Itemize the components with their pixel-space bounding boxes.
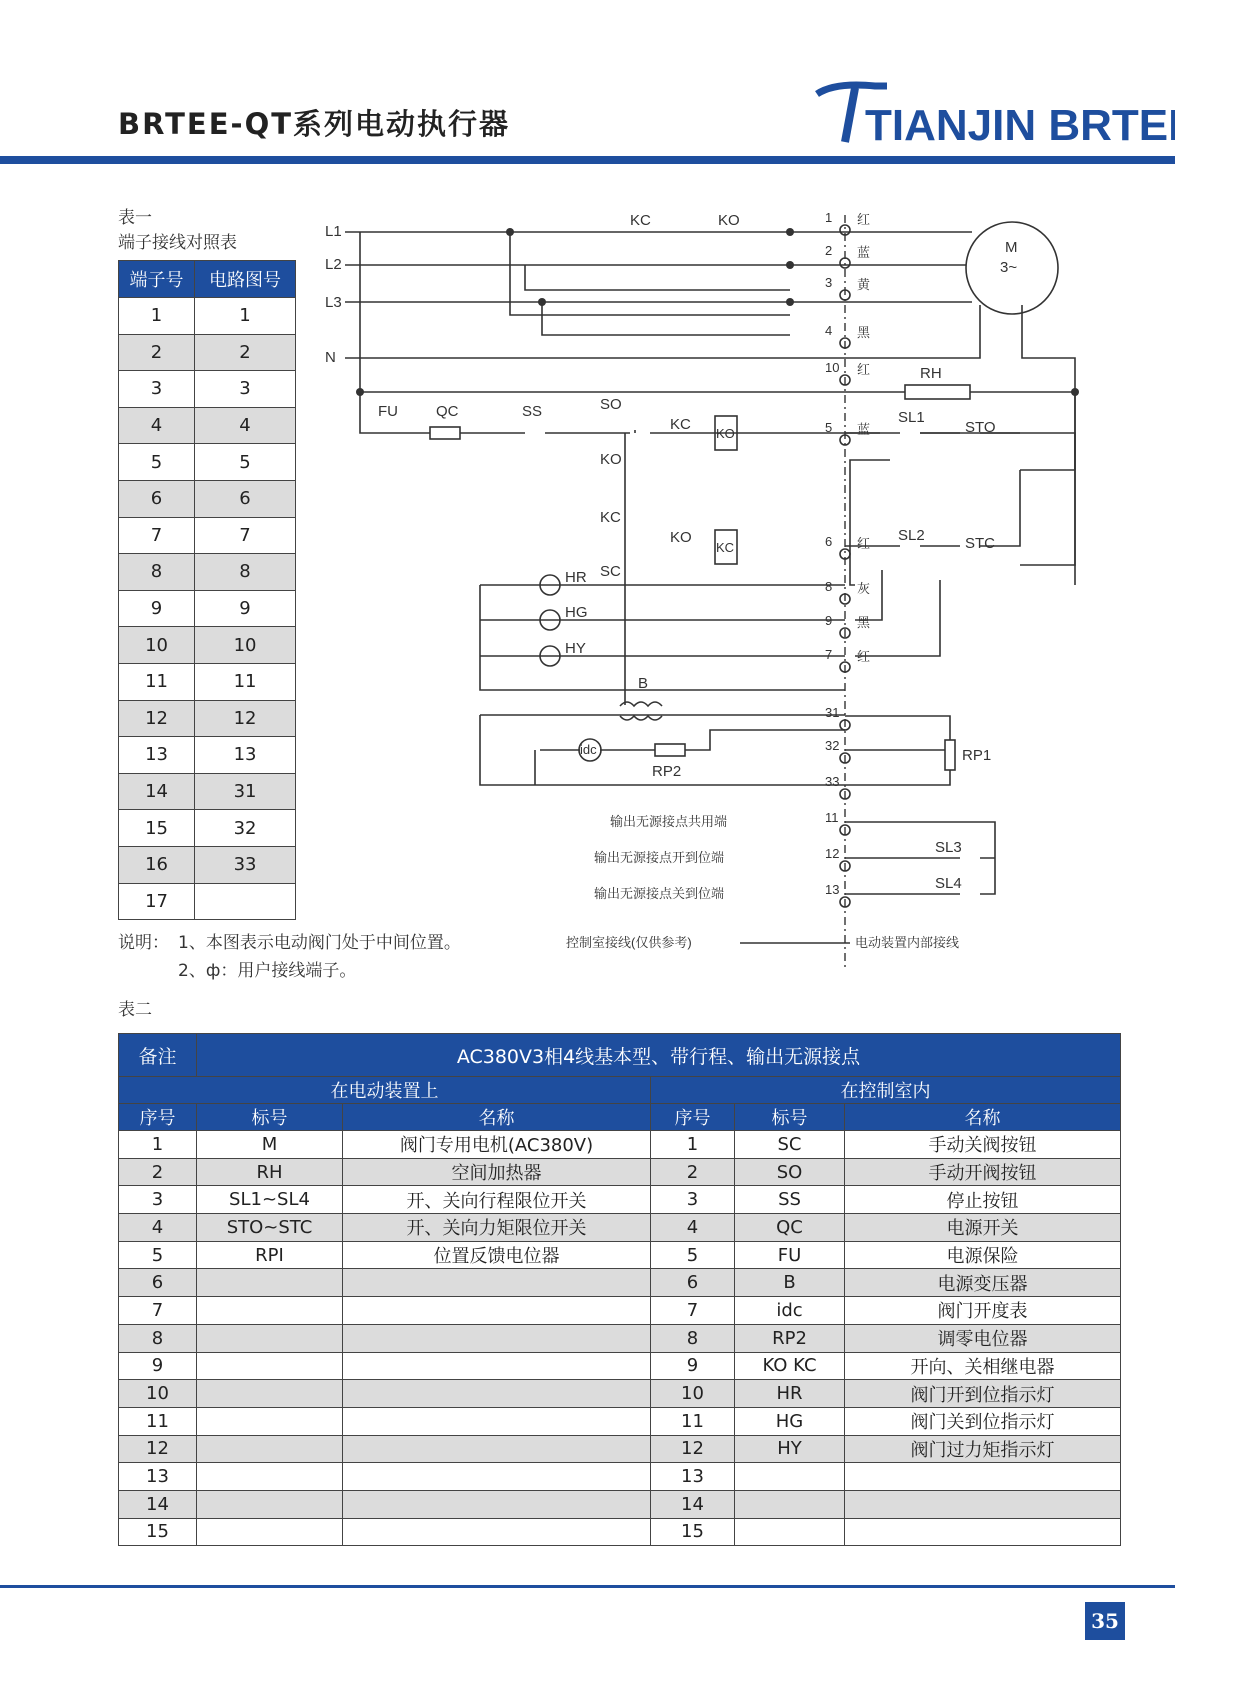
table-cell (735, 1518, 845, 1546)
table-cell: 阀门关到位指示灯 (845, 1407, 1121, 1435)
circuit-number: 3 (195, 371, 296, 408)
terminal-number: 17 (119, 883, 195, 920)
table-cell: 电源变压器 (845, 1269, 1121, 1297)
circuit-number: 31 (195, 773, 296, 810)
header-rule (0, 156, 1175, 164)
terminal-number: 9 (825, 613, 833, 628)
table-cell: B (735, 1269, 845, 1297)
ko-main-label: KO (718, 212, 740, 229)
table-cell (197, 1352, 343, 1380)
terminal-number: 9 (119, 590, 195, 627)
table-cell: SL1~SL4 (197, 1186, 343, 1214)
table-cell: 14 (651, 1490, 735, 1518)
fuse-fu (430, 427, 460, 439)
terminal-number: 8 (825, 579, 833, 594)
circuit-number: 13 (195, 737, 296, 774)
hy-label: HY (565, 640, 586, 657)
line-l3: L3 (325, 294, 342, 311)
table-cell (845, 1463, 1121, 1491)
table-row (119, 1324, 1121, 1352)
hg-label: HG (565, 604, 588, 621)
table1-subcaption: 端子接线对照表 (118, 233, 237, 253)
col-header: 标号 (735, 1104, 845, 1131)
table-cell: 6 (119, 1269, 197, 1297)
table-cell: 开、关向力矩限位开关 (343, 1214, 651, 1242)
table-row (119, 1214, 1121, 1242)
terminal-number: 5 (119, 444, 195, 481)
terminal-number: 8 (119, 554, 195, 591)
terminal-number: 6 (119, 480, 195, 517)
hr-label: HR (565, 569, 587, 586)
table-cell: 12 (651, 1435, 735, 1463)
terminal-number: 10 (825, 360, 840, 375)
terminal-labels (825, 210, 871, 907)
table-cell: M (197, 1131, 343, 1159)
legend-right: 电动装置内部接线 (855, 935, 960, 950)
motor-label: M (1005, 239, 1018, 256)
table-cell: 阀门过力矩指示灯 (845, 1435, 1121, 1463)
terminal-number: 3 (825, 275, 833, 290)
circuit-number: 1 (195, 298, 296, 335)
table-row (119, 1131, 1121, 1159)
table-cell: 6 (651, 1269, 735, 1297)
col-header: 序号 (119, 1104, 197, 1131)
table-cell (735, 1463, 845, 1491)
table-cell: 7 (651, 1297, 735, 1325)
table-cell (197, 1490, 343, 1518)
line-l1: L1 (325, 223, 342, 240)
sl4-label: SL4 (935, 875, 962, 892)
circuit-number: 6 (195, 480, 296, 517)
logo-mark (815, 76, 1175, 152)
table-cell: RPI (197, 1241, 343, 1269)
table-cell: 阀门专用电机(AC380V) (343, 1131, 651, 1159)
circuit-number: 9 (195, 590, 296, 627)
wire-color-label: 红 (857, 536, 871, 551)
wire-color-label: 黄 (857, 277, 871, 292)
table-row (119, 846, 296, 883)
table-cell (343, 1324, 651, 1352)
table-cell: 13 (119, 1463, 197, 1491)
table-cell: 阀门开到位指示灯 (845, 1380, 1121, 1408)
terminal-number: 7 (825, 647, 833, 662)
wire-color-label: 灰 (857, 581, 871, 596)
table-cell: STO~STC (197, 1214, 343, 1242)
brand-logo (815, 76, 1175, 152)
table-cell: 12 (119, 1435, 197, 1463)
footer-rule (0, 1585, 1175, 1588)
heater-rh (905, 385, 970, 399)
group-device: 在电动装置上 (119, 1077, 651, 1104)
table-cell: 15 (651, 1518, 735, 1546)
output-close: 输出无源接点关到位端 (594, 886, 725, 901)
terminal-number: 4 (825, 323, 833, 338)
table-cell: 13 (651, 1463, 735, 1491)
circuit-number: 12 (195, 700, 296, 737)
terminal-number: 10 (119, 627, 195, 664)
table1-caption: 表一 (118, 208, 152, 228)
table-cell: 9 (651, 1352, 735, 1380)
col-header: 标号 (197, 1104, 343, 1131)
table-row (119, 773, 296, 810)
circuit-number: 8 (195, 554, 296, 591)
table-row (119, 700, 296, 737)
circuit-number: 33 (195, 846, 296, 883)
table-row (119, 444, 296, 481)
table-cell: 5 (119, 1241, 197, 1269)
terminal-number: 11 (825, 810, 839, 825)
table-cell: 7 (119, 1297, 197, 1325)
table-cell (343, 1407, 651, 1435)
table-cell (343, 1435, 651, 1463)
circuit-number: 2 (195, 334, 296, 371)
supply-wires (345, 232, 845, 358)
table2-caption: 表二 (118, 1000, 152, 1020)
table-row (119, 1186, 1121, 1214)
table-row (119, 298, 296, 335)
table-cell: SC (735, 1131, 845, 1159)
remark-label: 备注 (119, 1034, 197, 1077)
terminal-number: 5 (825, 420, 833, 435)
table-cell (845, 1518, 1121, 1546)
ss-label: SS (522, 403, 543, 420)
fu-label: FU (378, 403, 398, 420)
table-cell (343, 1463, 651, 1491)
table-cell: 1 (119, 1131, 197, 1159)
table-cell: 停止按钮 (845, 1186, 1121, 1214)
wiring-diagram (300, 210, 1200, 990)
table-row (119, 1297, 1121, 1325)
terminal-number: 4 (119, 407, 195, 444)
terminal-number: 3 (119, 371, 195, 408)
table-cell (343, 1297, 651, 1325)
table-cell: SS (735, 1186, 845, 1214)
table-cell: SO (735, 1158, 845, 1186)
ko-interlock-label: KO (670, 529, 692, 546)
table-cell: HY (735, 1435, 845, 1463)
terminal-number: 12 (119, 700, 195, 737)
rp2-label: RP2 (652, 763, 682, 780)
kc-main-label: KC (630, 212, 651, 229)
table-cell: 阀门开度表 (845, 1297, 1121, 1325)
terminal-number: 11 (119, 663, 195, 700)
terminal-number: 14 (119, 773, 195, 810)
table-cell: 4 (119, 1214, 197, 1242)
page-number: 35 (1085, 1602, 1125, 1640)
wire-color-label: 红 (857, 649, 871, 664)
terminal-number: 2 (825, 243, 833, 258)
table-row (119, 627, 296, 664)
table-row (119, 663, 296, 700)
wire-color-label: 红 (857, 362, 871, 377)
relay-ko-label: KO (716, 426, 735, 441)
table-cell: idc (735, 1297, 845, 1325)
output-wiring (845, 822, 995, 894)
so-label: SO (600, 396, 622, 413)
pot-rp1 (945, 740, 955, 770)
table-row (119, 1435, 1121, 1463)
table-row (119, 517, 296, 554)
table-cell: 10 (651, 1380, 735, 1408)
table-cell: 11 (119, 1407, 197, 1435)
table-cell: 5 (651, 1241, 735, 1269)
table-cell (197, 1297, 343, 1325)
table-cell (197, 1269, 343, 1297)
qc-label: QC (436, 403, 459, 420)
table-cell: 开向、关相继电器 (845, 1352, 1121, 1380)
notes-label: 说明： (118, 933, 169, 953)
table-row (119, 1380, 1121, 1408)
table-cell: 9 (119, 1352, 197, 1380)
col-header: 名称 (845, 1104, 1121, 1131)
remark-value: AC380V3相4线基本型、带行程、输出无源接点 (197, 1034, 1121, 1077)
terminal-number: 2 (119, 334, 195, 371)
table-cell: FU (735, 1241, 845, 1269)
note-2: 2、ф：用户接线端子。 (178, 961, 357, 981)
sto-label: STO (965, 419, 996, 436)
table-cell: 电源开关 (845, 1214, 1121, 1242)
circuit-number: 4 (195, 407, 296, 444)
ko-hold-label: KO (600, 451, 622, 468)
col-header: 名称 (343, 1104, 651, 1131)
pot-rp2 (655, 744, 685, 756)
table-row (119, 1352, 1121, 1380)
col-header: 序号 (651, 1104, 735, 1131)
circuit-number: 7 (195, 517, 296, 554)
table-cell: RH (197, 1158, 343, 1186)
terminal-number: 16 (119, 846, 195, 883)
wire-color-label: 蓝 (857, 422, 871, 437)
table-row (119, 810, 296, 847)
table-row (119, 1407, 1121, 1435)
table-row (119, 1241, 1121, 1269)
kc-aux-label: KC (670, 416, 691, 433)
kc-hold-label: KC (600, 509, 621, 526)
component-table (118, 1033, 1121, 1546)
table-cell: 3 (119, 1186, 197, 1214)
table-cell: KO KC (735, 1352, 845, 1380)
sl2-label: SL2 (898, 527, 925, 544)
table-cell (343, 1352, 651, 1380)
terminal-number: 1 (119, 298, 195, 335)
contactor-wiring (510, 232, 790, 335)
rp1-wiring (845, 716, 950, 785)
output-open: 输出无源接点开到位端 (594, 850, 725, 865)
table-cell: 15 (119, 1518, 197, 1546)
circuit-number: 32 (195, 810, 296, 847)
circuit-number: 10 (195, 627, 296, 664)
table-cell: 手动关阀按钮 (845, 1131, 1121, 1159)
group-control-room: 在控制室内 (651, 1077, 1121, 1104)
circuit-number: 11 (195, 663, 296, 700)
sl3-label: SL3 (935, 839, 962, 856)
circuit-number: 5 (195, 444, 296, 481)
table-cell: 位置反馈电位器 (343, 1241, 651, 1269)
table-cell (343, 1518, 651, 1546)
table-cell: 2 (119, 1158, 197, 1186)
table-cell: 14 (119, 1490, 197, 1518)
wire-color-label: 蓝 (857, 245, 871, 260)
table-cell (197, 1518, 343, 1546)
table-cell: 8 (651, 1324, 735, 1352)
table-cell: 3 (651, 1186, 735, 1214)
table-cell (197, 1435, 343, 1463)
terminal-number: 12 (825, 846, 840, 861)
table-cell (735, 1490, 845, 1518)
table-row (119, 371, 296, 408)
relay-kc-label: KC (716, 540, 735, 555)
terminal-number: 7 (119, 517, 195, 554)
transformer-b (620, 702, 662, 720)
table-cell (197, 1463, 343, 1491)
table-cell (197, 1407, 343, 1435)
table-cell: HG (735, 1407, 845, 1435)
table-cell: 11 (651, 1407, 735, 1435)
table-row (119, 1518, 1121, 1546)
terminal-number: 1 (825, 210, 833, 225)
idc-label: idc (580, 742, 597, 757)
table-cell: 调零电位器 (845, 1324, 1121, 1352)
terminal-number: 6 (825, 534, 833, 549)
table-cell: 电源保险 (845, 1241, 1121, 1269)
table-cell: 4 (651, 1214, 735, 1242)
terminal-number: 13 (119, 737, 195, 774)
terminal-number: 32 (825, 738, 840, 753)
table-cell (197, 1380, 343, 1408)
transformer-label: B (638, 675, 649, 692)
wire-color-label: 黑 (857, 615, 871, 630)
output-common: 输出无源接点共用端 (610, 814, 728, 829)
logo-text: TIANJIN BRTEE (865, 101, 1175, 150)
terminal-table (118, 260, 296, 920)
line-n: N (325, 349, 336, 366)
heater-label: RH (920, 365, 942, 382)
table-row (119, 1158, 1121, 1186)
table-row (119, 590, 296, 627)
table-cell: 手动开阀按钮 (845, 1158, 1121, 1186)
table-cell: RP2 (735, 1324, 845, 1352)
terminal-number: 15 (119, 810, 195, 847)
table-row (119, 407, 296, 444)
terminal-number: 31 (825, 705, 840, 720)
limit-switch-wiring (845, 433, 1020, 546)
table-cell (197, 1324, 343, 1352)
table-cell: 空间加热器 (343, 1158, 651, 1186)
table-cell (343, 1380, 651, 1408)
rp1-label: RP1 (962, 747, 992, 764)
table-cell: 2 (651, 1158, 735, 1186)
table1-header: 端子号 (119, 261, 195, 298)
table-cell: 1 (651, 1131, 735, 1159)
wire-color-label: 红 (857, 212, 871, 227)
table-row (119, 334, 296, 371)
legend-left: 控制室接线(仅供参考) (566, 935, 692, 950)
stc-label: STC (965, 535, 995, 552)
table1-header: 电路图号 (195, 261, 296, 298)
table-row (119, 737, 296, 774)
table-cell: 10 (119, 1380, 197, 1408)
circuit-number (195, 883, 296, 920)
sl1-label: SL1 (898, 409, 925, 426)
table-cell: 开、关向行程限位开关 (343, 1186, 651, 1214)
table-row (119, 883, 296, 920)
table-row (119, 554, 296, 591)
terminal-number: 33 (825, 774, 840, 789)
page-title: BRTEE-QT系列电动执行器 (118, 107, 511, 141)
table-cell (343, 1490, 651, 1518)
note-1: 1、本图表示电动阀门处于中间位置。 (178, 933, 461, 953)
table-row (119, 480, 296, 517)
table-cell: 8 (119, 1324, 197, 1352)
table-cell: QC (735, 1214, 845, 1242)
table-row (119, 1269, 1121, 1297)
motor-wiring (845, 232, 1075, 585)
motor-phase: 3~ (1000, 259, 1018, 276)
table-cell (343, 1269, 651, 1297)
table-row (119, 1490, 1121, 1518)
table-row (119, 1463, 1121, 1491)
terminal-number: 13 (825, 882, 840, 897)
table-cell: HR (735, 1380, 845, 1408)
wire-color-label: 黑 (857, 325, 871, 340)
line-l2: L2 (325, 256, 342, 273)
sc-label: SC (600, 563, 621, 580)
table-cell (845, 1490, 1121, 1518)
